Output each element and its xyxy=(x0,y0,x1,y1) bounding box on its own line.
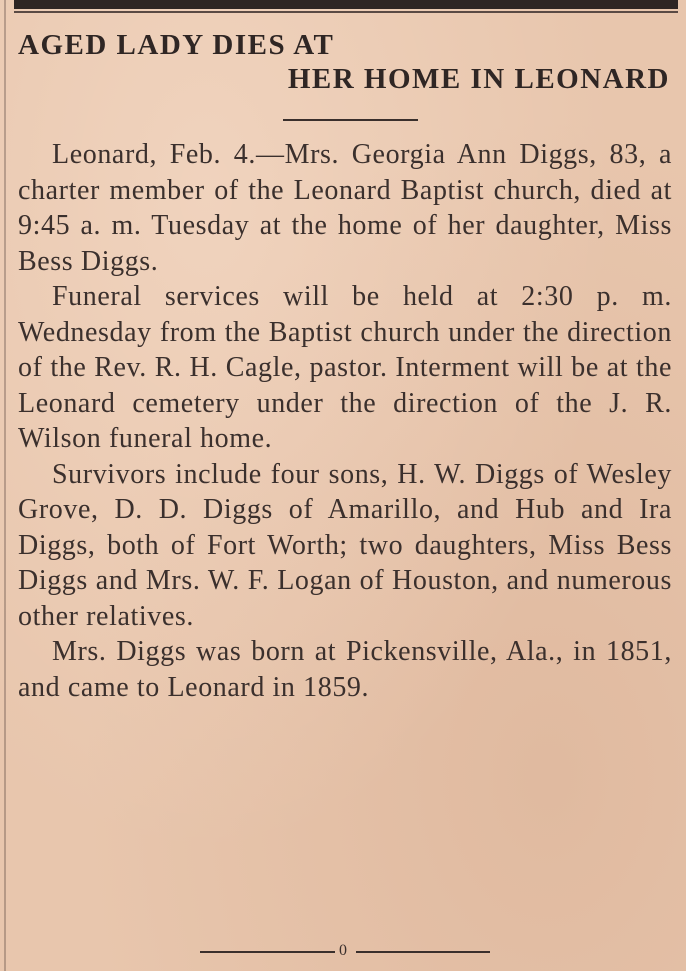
article-body xyxy=(18,137,672,705)
clipping-edge xyxy=(4,0,6,971)
headline-line-1: AGED LADY DIES AT xyxy=(18,29,335,61)
headline-line-2: HER HOME IN LEONARD xyxy=(287,63,670,95)
paragraph-survivors: Survivors include four sons, H. W. Diggs of Wesley Grove, D. D. Diggs of Amarillo, and Hub and Ira Diggs, both of Fort Worth; two daughters, Miss Bess Diggs and Mrs. W. F. Logan of Houston, and numerous other relatives. xyxy=(18,458,672,632)
headline-divider xyxy=(283,119,418,121)
top-rule xyxy=(14,0,678,9)
paragraph-biography: Mrs. Diggs was born at Pickensville, Ala., in 1851, and came to Leonard in 1859. xyxy=(18,636,672,703)
paragraph-funeral-services: Funeral services will be held at 2:30 p. m. Wednesday from the Baptist church under the direction of the Rev. R. H. Cagle, pastor. Interment will be at the Leonard cemetery under the direction of the J. R. Wilson funeral home. xyxy=(18,281,672,454)
paragraph-death-notice: Leonard, Feb. 4.—Mrs. Georgia Ann Diggs, 83, a charter member of the Leonard Baptist church, died at 9:45 a. m. Tuesday at the home of her daughter, Miss Bess Diggs. xyxy=(18,139,672,277)
top-rule-thin xyxy=(14,11,678,13)
end-divider-mark: 0 xyxy=(339,942,347,959)
headline xyxy=(18,28,674,96)
end-divider xyxy=(200,942,490,959)
end-divider-right-bar xyxy=(356,951,490,953)
end-divider-left-bar xyxy=(200,951,335,953)
